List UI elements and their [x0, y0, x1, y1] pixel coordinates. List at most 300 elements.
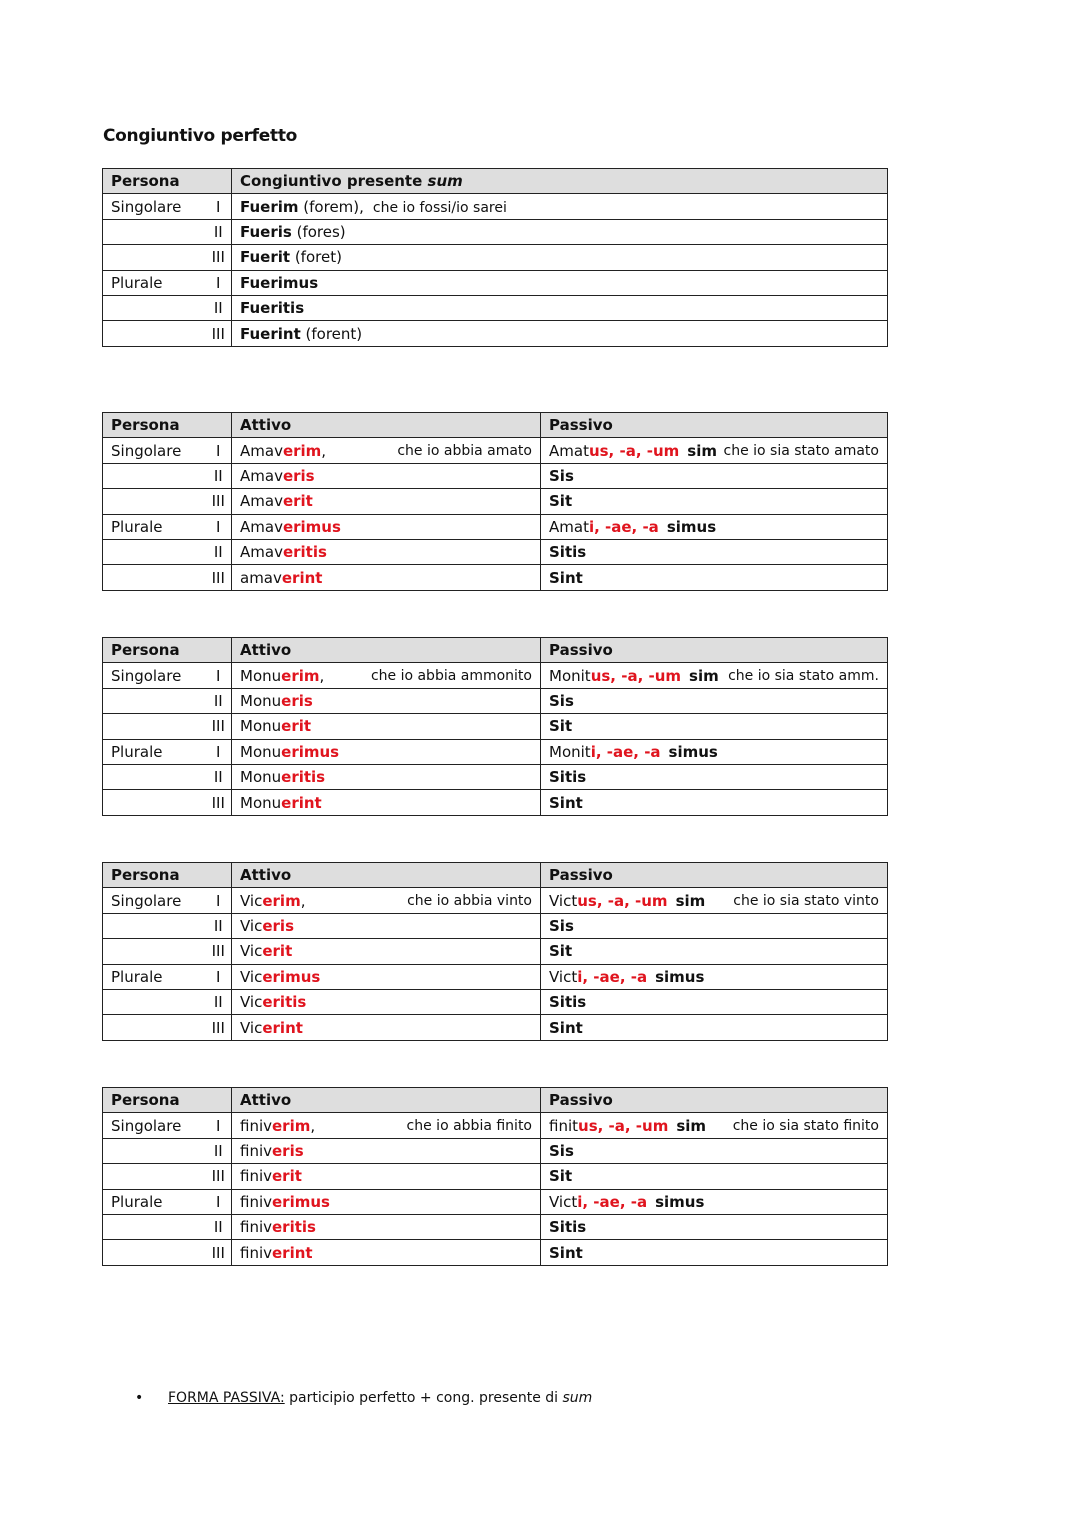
persona-cell [103, 764, 206, 789]
passivo-form [549, 1142, 574, 1160]
attivo-cell [232, 939, 541, 964]
persona-cell [103, 1015, 206, 1040]
attivo-form [240, 717, 311, 735]
table-row [103, 1164, 888, 1189]
persona-cell [103, 219, 206, 244]
sum-form-cell [232, 295, 888, 320]
passivo-cell [541, 539, 888, 564]
number-cell: III [206, 321, 232, 346]
attivo-cell [232, 663, 541, 688]
attivo-form [240, 692, 313, 710]
persona-cell: Singolare [103, 194, 206, 219]
persona-cell [103, 489, 206, 514]
verb-stem: amav [240, 568, 282, 587]
number-cell: III [206, 1015, 232, 1040]
number-cell: II [206, 989, 232, 1014]
table-row [103, 295, 888, 320]
table-row [103, 739, 888, 764]
verb-stem: Vic [240, 942, 263, 961]
passivo-cell [541, 989, 888, 1014]
verb-stem: finiv [240, 1218, 272, 1237]
translation: che io abbia amato [397, 442, 532, 459]
translation: che io abbia vinto [407, 892, 532, 909]
verb-ending: erim [281, 666, 320, 685]
table-row [103, 989, 888, 1014]
sum-form: simus [668, 742, 718, 761]
passivo-cell [541, 739, 888, 764]
persona-cell: Plurale [103, 514, 206, 539]
table-row [103, 1015, 888, 1040]
number-cell: II [206, 219, 232, 244]
participle-ending: us, -a, -um [578, 1116, 669, 1135]
verb-stem: finiv [240, 1116, 272, 1135]
number-cell: II [206, 1214, 232, 1239]
table-row [103, 489, 888, 514]
header-attivo: Attivo [232, 413, 541, 438]
attivo-form [240, 892, 305, 910]
attivo-form [240, 768, 325, 786]
passivo-form [549, 467, 574, 485]
attivo-form [240, 518, 341, 536]
passivo-cell [541, 1189, 888, 1214]
table-row [103, 539, 888, 564]
passivo-cell [541, 964, 888, 989]
passivo-form [549, 717, 572, 735]
passivo-form [549, 942, 572, 960]
table-row [103, 270, 888, 295]
number-cell: II [206, 688, 232, 713]
passivo-form [549, 892, 705, 910]
footnote-italic: sum [562, 1390, 593, 1406]
persona-cell [103, 463, 206, 488]
passivo-cell [541, 1240, 888, 1265]
table-row [103, 688, 888, 713]
passivo-form [549, 993, 586, 1011]
sum-form: sim [675, 891, 706, 910]
number-cell: I [206, 270, 232, 295]
sum-form: Sis [549, 1141, 574, 1160]
passivo-cell [541, 438, 888, 463]
passivo-form [549, 794, 583, 812]
sum-form: Fueritis [240, 299, 305, 318]
passivo-form [549, 569, 583, 587]
passivo-cell [541, 790, 888, 815]
sum-form: Sint [549, 793, 583, 812]
sum-form: Sint [549, 1243, 583, 1262]
persona-cell [103, 539, 206, 564]
verb-ending: erimus [272, 1192, 330, 1211]
sum-form: Sint [549, 1018, 583, 1037]
attivo-form [240, 968, 320, 986]
table-row [103, 1214, 888, 1239]
sum-form-cell [232, 194, 888, 219]
persona-cell: Singolare [103, 663, 206, 688]
attivo-cell [232, 1015, 541, 1040]
persona-cell [103, 688, 206, 713]
table-header-row [103, 413, 888, 438]
table-row [103, 514, 888, 539]
verb-ending: erim [272, 1116, 311, 1135]
header-passivo: Passivo [541, 638, 888, 663]
table-row [103, 964, 888, 989]
number-cell: III [206, 790, 232, 815]
number-cell: III [206, 245, 232, 270]
footnote-text: participio perfetto + cong. presente di [284, 1390, 563, 1406]
sum-form: Sitis [549, 993, 587, 1012]
sum-form: simus [666, 517, 717, 536]
number-cell: III [206, 489, 232, 514]
verb-stem: finiv [240, 1167, 272, 1186]
attivo-form [240, 1019, 303, 1037]
persona-cell [103, 245, 206, 270]
sum-form: sim [687, 441, 717, 460]
table-header-row [103, 169, 888, 194]
sum-form: Fuerint [240, 324, 301, 343]
passivo-form [549, 1244, 583, 1262]
header-persona: Persona [103, 863, 206, 888]
passivo-cell [541, 514, 888, 539]
verb-stem: Monu [240, 666, 282, 685]
table-header-row [103, 863, 888, 888]
sum-form: Fuerim [240, 197, 299, 216]
verb-ending: erit [272, 1167, 302, 1186]
persona-cell: Plurale [103, 739, 206, 764]
verb-ending: eritis [262, 993, 307, 1012]
attivo-cell [232, 1138, 541, 1163]
table-row [103, 939, 888, 964]
passivo-cell [541, 688, 888, 713]
sum-form: Sis [549, 691, 574, 710]
header-passivo: Passivo [541, 863, 888, 888]
translation: che io sia stato finito [732, 1117, 879, 1134]
participle-stem: Monit [549, 742, 591, 761]
punctuation: , [310, 1116, 316, 1135]
attivo-form [240, 543, 327, 561]
persona-cell [103, 1240, 206, 1265]
punctuation: , [321, 441, 327, 460]
translation: che io fossi/io sarei [372, 199, 507, 216]
attivo-cell [232, 688, 541, 713]
table-row [103, 321, 888, 346]
participle-stem: Amat [549, 517, 589, 536]
verb-ending: eris [262, 916, 294, 935]
verb-ending: eris [282, 466, 315, 485]
header-persona: Persona [103, 638, 206, 663]
number-cell: III [206, 714, 232, 739]
sum-form: Sitis [549, 543, 587, 562]
persona-cell: Plurale [103, 1189, 206, 1214]
header-passivo: Passivo [541, 1088, 888, 1113]
table-row [103, 463, 888, 488]
sum-form: Sit [549, 492, 573, 511]
participle-ending: i, -ae, -a [590, 742, 661, 761]
number-cell: I [206, 739, 232, 764]
passivo-form [549, 667, 719, 685]
number-cell: I [206, 514, 232, 539]
verb-ending: erint [262, 1018, 303, 1037]
number-cell: III [206, 939, 232, 964]
verb-ending: erit [262, 942, 293, 961]
verb-ending: eris [272, 1141, 304, 1160]
translation: che io abbia finito [406, 1117, 532, 1134]
number-cell: III [206, 1164, 232, 1189]
translation: che io sia stato vinto [733, 892, 879, 909]
table-row [103, 764, 888, 789]
sum-alt-form: (forent) [300, 324, 363, 343]
sum-alt-form: (forem), [298, 197, 364, 216]
sum-alt-form: (fores) [291, 222, 346, 241]
passivo-form [549, 1167, 572, 1185]
passivo-form [549, 1019, 583, 1037]
number-cell: II [206, 913, 232, 938]
table-row [103, 1189, 888, 1214]
verb-stem: finiv [240, 1243, 272, 1262]
attivo-cell [232, 739, 541, 764]
sum-form-cell [232, 321, 888, 346]
persona-cell: Plurale [103, 964, 206, 989]
verb-stem: Amav [240, 441, 283, 460]
attivo-cell [232, 989, 541, 1014]
number-cell: I [206, 663, 232, 688]
table-row [103, 245, 888, 270]
verb-ending: erint [281, 793, 322, 812]
translation: che io sia stato amm. [728, 667, 879, 684]
verb-ending: erim [282, 441, 322, 460]
attivo-cell [232, 913, 541, 938]
attivo-form [240, 942, 292, 960]
passivo-cell [541, 565, 888, 590]
persona-cell [103, 714, 206, 739]
verb-stem: Monu [240, 742, 282, 761]
sum-form: sim [676, 1116, 707, 1135]
number-cell: III [206, 1240, 232, 1265]
verb-ending: erit [281, 717, 312, 736]
page-title: Congiuntivo perfetto [103, 126, 298, 146]
sum-form-cell [232, 245, 888, 270]
persona-cell [103, 1214, 206, 1239]
verb-stem: Vic [240, 967, 263, 986]
verb-stem: Vic [240, 993, 263, 1012]
participle-ending: i, -ae, -a [588, 517, 659, 536]
attivo-form [240, 1244, 313, 1262]
participle-stem: finit [549, 1116, 579, 1135]
number-cell: III [206, 565, 232, 590]
header-persona: Persona [103, 413, 206, 438]
persona-cell [103, 565, 206, 590]
verb-ending: eris [281, 691, 313, 710]
attivo-cell [232, 790, 541, 815]
verb-ending: eritis [272, 1218, 316, 1237]
attivo-cell [232, 514, 541, 539]
verb-stem: Monu [240, 691, 282, 710]
attivo-form [240, 743, 339, 761]
number-cell: II [206, 295, 232, 320]
verb-stem: finiv [240, 1141, 272, 1160]
bullet-icon: • [135, 1390, 144, 1406]
passivo-cell [541, 939, 888, 964]
attivo-form [240, 1218, 316, 1236]
passivo-form [549, 968, 704, 986]
sum-form-cell [232, 219, 888, 244]
persona-cell [103, 913, 206, 938]
attivo-cell [232, 714, 541, 739]
passivo-form [549, 1193, 704, 1211]
attivo-form [240, 442, 326, 460]
attivo-form [240, 1193, 330, 1211]
table-row [103, 714, 888, 739]
sum-form: Sitis [549, 1218, 587, 1237]
attivo-form [240, 467, 315, 485]
passivo-cell [541, 1015, 888, 1040]
number-cell: II [206, 463, 232, 488]
verb-ending: erimus [282, 517, 341, 536]
sum-form: Sit [549, 1167, 573, 1186]
verb-stem: Amav [240, 466, 283, 485]
passivo-form [549, 743, 718, 761]
participle-stem: Vict [549, 891, 578, 910]
attivo-form [240, 993, 306, 1011]
header-attivo: Attivo [232, 638, 541, 663]
monere-conjugation-table [102, 637, 888, 816]
passivo-cell [541, 1138, 888, 1163]
punctuation: , [319, 666, 325, 685]
table-row [103, 663, 888, 688]
verb-ending: erimus [262, 967, 321, 986]
sum-alt-form: (foret) [290, 248, 342, 267]
attivo-form [240, 917, 294, 935]
verb-stem: Monu [240, 717, 282, 736]
passivo-cell [541, 1214, 888, 1239]
attivo-form [240, 667, 324, 685]
participle-stem: Vict [549, 967, 578, 986]
vincere-conjugation-table [102, 862, 888, 1041]
amare-conjugation-table [102, 412, 888, 591]
verb-ending: eritis [281, 768, 326, 787]
participle-ending: us, -a, -um [590, 666, 682, 685]
sum-form: Sitis [549, 768, 587, 787]
attivo-form [240, 1167, 302, 1185]
sum-form: Sis [549, 916, 574, 935]
sum-form: simus [655, 967, 705, 986]
attivo-cell [232, 438, 541, 463]
passivo-cell [541, 489, 888, 514]
table-row [103, 1113, 888, 1138]
verb-ending: erit [282, 492, 313, 511]
passivo-form [549, 518, 716, 536]
passivo-cell [541, 663, 888, 688]
table-row [103, 1138, 888, 1163]
header-persona: Persona [103, 169, 206, 194]
verb-ending: erimus [281, 742, 340, 761]
translation: che io sia stato amato [723, 442, 879, 459]
attivo-cell [232, 565, 541, 590]
verb-ending: erint [281, 568, 323, 587]
header-sum-title: Congiuntivo presente sum [232, 169, 888, 194]
table-row [103, 438, 888, 463]
persona-cell [103, 939, 206, 964]
persona-cell [103, 295, 206, 320]
persona-cell: Singolare [103, 1113, 206, 1138]
participle-ending: us, -a, -um [577, 891, 668, 910]
participle-ending: i, -ae, -a [577, 1192, 648, 1211]
finire-conjugation-table [102, 1087, 888, 1266]
attivo-cell [232, 1189, 541, 1214]
punctuation: , [300, 891, 306, 910]
attivo-cell [232, 1214, 541, 1239]
attivo-cell [232, 888, 541, 913]
participle-stem: Vict [549, 1192, 578, 1211]
header-attivo: Attivo [232, 1088, 541, 1113]
passivo-form [549, 492, 572, 510]
verb-stem: Amav [240, 543, 283, 562]
table-row [103, 790, 888, 815]
table-row [103, 888, 888, 913]
passivo-cell [541, 764, 888, 789]
number-cell: I [206, 194, 232, 219]
table-row [103, 219, 888, 244]
sum-form: Fuerit [240, 248, 291, 267]
persona-cell [103, 790, 206, 815]
verb-stem: Monu [240, 768, 282, 787]
table-header-row [103, 638, 888, 663]
sum-form: Sis [549, 466, 574, 485]
verb-stem: Monu [240, 793, 282, 812]
verb-stem: Vic [240, 916, 263, 935]
verb-stem: Vic [240, 891, 263, 910]
sum-form: Fueris [240, 222, 292, 241]
persona-cell [103, 1138, 206, 1163]
attivo-form [240, 569, 322, 587]
header-persona: Persona [103, 1088, 206, 1113]
number-cell: I [206, 438, 232, 463]
sum-conjugation-table [102, 168, 888, 347]
verb-ending: erim [262, 891, 301, 910]
passivo-form [549, 917, 574, 935]
persona-cell [103, 321, 206, 346]
number-cell: I [206, 964, 232, 989]
table-row [103, 913, 888, 938]
number-cell: II [206, 1138, 232, 1163]
sum-form-cell [232, 270, 888, 295]
sum-form: Sit [549, 942, 573, 961]
passivo-cell [541, 913, 888, 938]
table-row [103, 565, 888, 590]
sum-form: simus [655, 1192, 705, 1211]
attivo-cell [232, 539, 541, 564]
verb-stem: Vic [240, 1018, 263, 1037]
attivo-cell [232, 764, 541, 789]
footnote-label: FORMA PASSIVA: [168, 1390, 285, 1406]
header-attivo: Attivo [232, 863, 541, 888]
number-cell: II [206, 539, 232, 564]
attivo-form [240, 492, 313, 510]
participle-ending: us, -a, -um [588, 441, 680, 460]
persona-cell: Singolare [103, 438, 206, 463]
passivo-cell [541, 714, 888, 739]
passivo-form [549, 768, 586, 786]
passivo-cell [541, 888, 888, 913]
attivo-cell [232, 1113, 541, 1138]
verb-ending: eritis [282, 543, 327, 562]
number-cell: II [206, 764, 232, 789]
participle-stem: Amat [549, 441, 589, 460]
attivo-form [240, 1117, 315, 1135]
attivo-cell [232, 463, 541, 488]
passivo-cell [541, 1113, 888, 1138]
passivo-form [549, 692, 574, 710]
participle-ending: i, -ae, -a [577, 967, 648, 986]
number-cell: I [206, 1113, 232, 1138]
